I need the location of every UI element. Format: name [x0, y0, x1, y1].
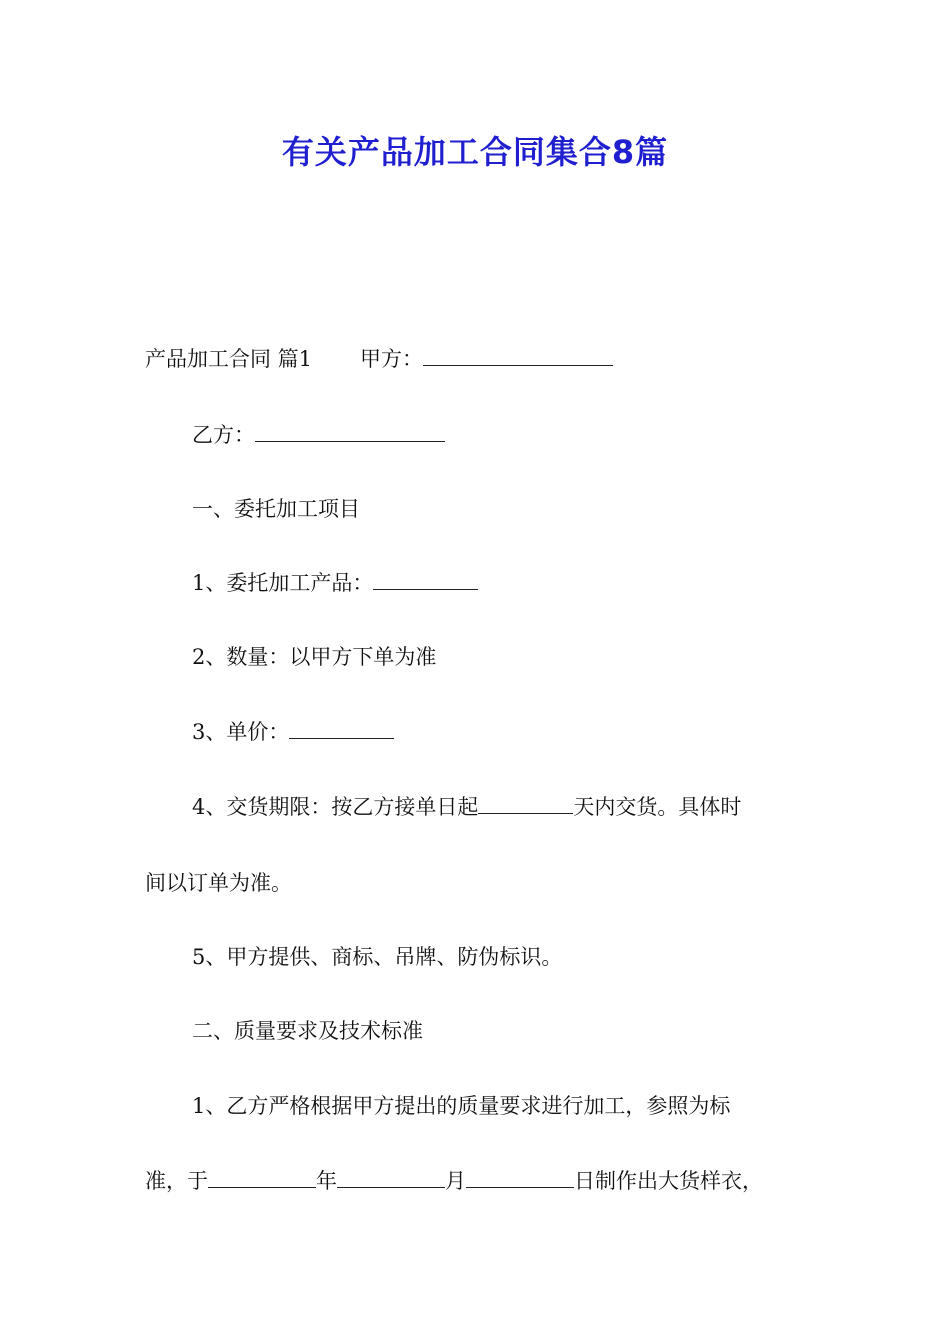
item-1-1 — [192, 567, 478, 599]
year-blank — [208, 1167, 316, 1188]
party-b-label: 乙方： — [192, 423, 255, 447]
product-blank — [373, 569, 478, 590]
party-a-blank — [423, 345, 613, 366]
section-heading-line — [145, 343, 613, 375]
item-2-1-text-c: 日制作出大货样衣， — [574, 1169, 763, 1193]
month-blank — [337, 1167, 445, 1188]
item-1-1-text: 1、委托加工产品： — [192, 571, 374, 595]
price-blank — [289, 718, 394, 739]
item-1-3-text: 3、单价： — [192, 720, 290, 744]
party-b-line — [192, 419, 445, 451]
item-1-3 — [192, 716, 394, 748]
document-title: 有关产品加工合同集合8篇 — [281, 133, 669, 171]
item-2-1-continued — [145, 1165, 763, 1197]
item-1-4-text-a: 4、交货期限：按乙方接单日起 — [192, 795, 479, 819]
heading-2: 二、质量要求及技术标准 — [192, 1019, 423, 1043]
item-1-5: 5、甲方提供、商标、吊牌、防伪标识。 — [192, 945, 563, 969]
month-label: 月 — [445, 1169, 466, 1193]
item-1-4-continued: 间以订单为准。 — [145, 871, 292, 895]
year-label: 年 — [316, 1169, 337, 1193]
heading-1: 一、委托加工项目 — [192, 497, 360, 521]
item-2-1: 1、乙方严格根据甲方提出的质量要求进行加工，参照为标 — [192, 1094, 731, 1118]
days-blank — [478, 793, 573, 814]
item-1-4 — [192, 791, 741, 823]
party-a-label: 甲方： — [360, 347, 424, 371]
item-1-4-text-b: 天内交货。具体时 — [573, 795, 742, 819]
day-blank — [466, 1167, 574, 1188]
item-2-1-text-b: 准，于 — [145, 1169, 208, 1193]
item-1-2: 2、数量：以甲方下单为准 — [192, 645, 437, 669]
section-heading: 产品加工合同 篇1 — [145, 347, 313, 371]
party-b-blank — [255, 421, 445, 442]
